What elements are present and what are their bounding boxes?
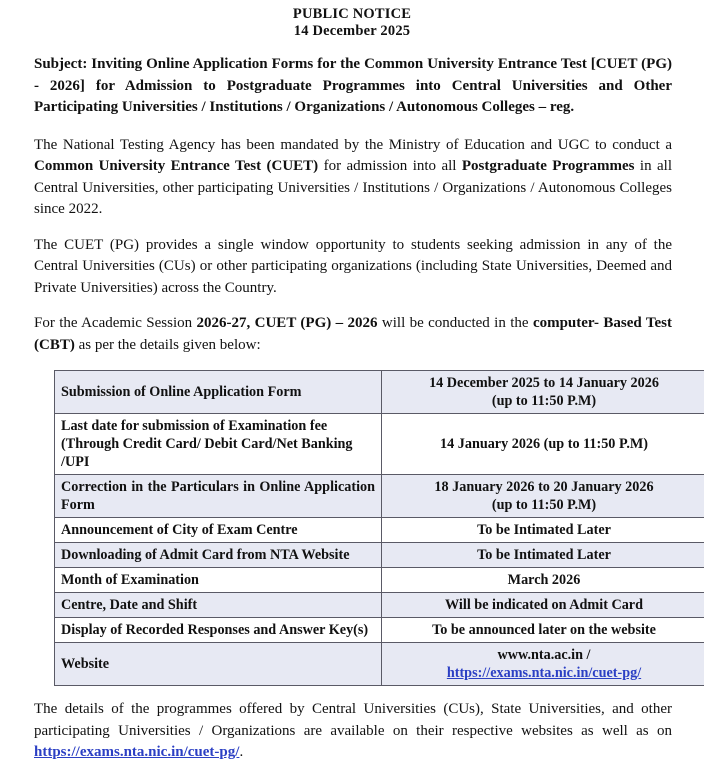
session-text-2: will be conducted in the [378, 315, 533, 331]
notice-header [24, 6, 680, 40]
row-value: To be announced later on the website [382, 618, 704, 643]
mandate-text-3: in all Central Universities, other participating Universities / Institutions / Organizations / Autonomous Colleges since 2022. [34, 158, 672, 217]
table-row [55, 593, 704, 618]
row-value: To be Intimated Later [382, 518, 704, 543]
session-emphasis-cbt: computer- Based Test (CBT) [34, 315, 672, 353]
row-value-line2: (up to 11:50 P.M) [388, 496, 700, 514]
row-value-line1: 14 January 2026 (up to 11:50 P.M) [388, 435, 700, 453]
row-value: Will be indicated on Admit Card [382, 593, 704, 618]
notice-date: 14 December 2025 [24, 23, 680, 40]
row-value [382, 414, 704, 475]
subject-prefix: Subject: [34, 56, 87, 72]
session-text-1: For the Academic Session [34, 315, 197, 331]
table-row [55, 475, 704, 518]
closing-text-1: The details of the programmes offered by Central Universities (CUs), State Universities, and other participating Universities / Organizations are available on their respective websites as well as on [34, 701, 672, 739]
mandate-emphasis-pg: Postgraduate Programmes [462, 158, 635, 174]
row-label: Correction in the Particulars in Online Application Form [55, 475, 382, 518]
closing-paragraph [24, 699, 680, 764]
session-emphasis-year: 2026-27, CUET (PG) – 2026 [197, 315, 378, 331]
row-label: Display of Recorded Responses and Answer Key(s) [55, 618, 382, 643]
row-label: Month of Examination [55, 568, 382, 593]
row-label: Centre, Date and Shift [55, 593, 382, 618]
table-row [55, 543, 704, 568]
website-link[interactable]: https://exams.nta.nic.in/cuet-pg/ [447, 665, 641, 681]
row-label: Downloading of Admit Card from NTA Website [55, 543, 382, 568]
subject-text: Inviting Online Application Forms for the Common University Entrance Test [CUET (PG) - 2026] for Admission to Postgraduate Programmes into Central Universities and Other Participating Universities / Institutions / Organizations / Autonomous Colleges – reg. [34, 56, 672, 115]
page-title: PUBLIC NOTICE [24, 6, 680, 23]
subject-paragraph [24, 54, 680, 119]
row-value [382, 475, 704, 518]
mandate-text-2: for admission into all [318, 158, 462, 174]
row-label: Website [55, 643, 382, 686]
paragraph-academic-session [24, 313, 680, 356]
row-value: March 2026 [382, 568, 704, 593]
table-row [55, 518, 704, 543]
schedule-table-container [24, 370, 680, 686]
session-text-3: as per the details given below: [75, 337, 261, 353]
row-value-line2: (up to 11:50 P.M) [388, 392, 700, 410]
mandate-text-1: The National Testing Agency has been mandated by the Ministry of Education and UGC to conduct a [34, 137, 672, 153]
row-value-line1: 14 December 2025 to 14 January 2026 [388, 374, 700, 392]
row-value [382, 643, 704, 686]
row-label: Announcement of City of Exam Centre [55, 518, 382, 543]
schedule-table [54, 370, 704, 686]
paragraph-single-window: The CUET (PG) provides a single window opportunity to students seeking admission in any of the Central Universities (CUs) or other participating organizations (including State Universities, Deemed and Private Universities) across the Country. [24, 235, 680, 300]
closing-text-2: . [239, 744, 243, 760]
closing-link[interactable]: https://exams.nta.nic.in/cuet-pg/ [34, 744, 239, 760]
row-label: Last date for submission of Examination fee (Through Credit Card/ Debit Card/Net Banking /UPI [55, 414, 382, 475]
paragraph-mandate [24, 135, 680, 221]
table-row [55, 643, 704, 686]
website-plain-url: www.nta.ac.in / [388, 646, 700, 664]
table-row [55, 618, 704, 643]
table-row [55, 371, 704, 414]
row-value [382, 371, 704, 414]
row-value: To be Intimated Later [382, 543, 704, 568]
row-label: Submission of Online Application Form [55, 371, 382, 414]
table-row [55, 414, 704, 475]
table-row [55, 568, 704, 593]
mandate-emphasis-cuet: Common University Entrance Test (CUET) [34, 158, 318, 174]
row-value-line1: 18 January 2026 to 20 January 2026 [388, 478, 700, 496]
